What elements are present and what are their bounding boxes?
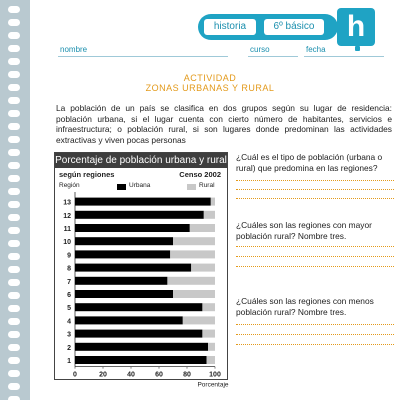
grade-label: 6º básico xyxy=(264,19,324,35)
course-line[interactable] xyxy=(248,56,298,57)
answer-line[interactable] xyxy=(236,246,394,247)
notebook-binding xyxy=(0,0,30,400)
bar-urbana-region-2 xyxy=(75,343,208,351)
binding-hole xyxy=(8,383,20,390)
x-tick-label: 80 xyxy=(183,371,191,379)
x-tick-label: 60 xyxy=(155,371,163,379)
binding-hole xyxy=(8,344,20,351)
y-tick-label: 4 xyxy=(67,318,71,326)
bar-urbana-region-4 xyxy=(75,316,183,324)
bar-rural-region-13 xyxy=(211,198,215,206)
binding-hole xyxy=(8,58,20,65)
chart-title: Porcentaje de población urbana y rural xyxy=(55,155,227,166)
binding-hole xyxy=(8,370,20,377)
legend-label-rural: Rural xyxy=(199,182,215,189)
logo-letter: h xyxy=(346,10,366,43)
y-tick-label: 7 xyxy=(67,278,71,286)
course-label: curso xyxy=(250,45,270,54)
legend-label-urbana: Urbana xyxy=(129,182,151,189)
binding-hole xyxy=(8,84,20,91)
binding-hole xyxy=(8,175,20,182)
bar-urbana-region-13 xyxy=(75,198,211,206)
answer-line[interactable] xyxy=(236,334,394,335)
binding-hole xyxy=(8,331,20,338)
binding-hole xyxy=(8,123,20,130)
intro-paragraph: La población de un país se clasifica en dos grupos según su lugar de residencia: población urbana, si el lugar cuenta con cierto número de habitantes, servicios e infraestructura; o población rural, si son lugares donde predominan las actividades extractivas y viven pocas personas xyxy=(56,103,392,146)
y-tick-label: 3 xyxy=(67,331,71,339)
binding-hole xyxy=(8,240,20,247)
binding-hole xyxy=(8,292,20,299)
bar-urbana-region-6 xyxy=(75,290,173,298)
question-3: ¿Cuáles son las regiones con menos población rural? Nombre tres. xyxy=(236,296,374,317)
bar-rural-region-4 xyxy=(183,316,215,324)
y-tick-label: 13 xyxy=(63,199,71,207)
binding-hole xyxy=(8,32,20,39)
bar-rural-region-2 xyxy=(208,343,215,351)
logo xyxy=(337,8,375,46)
binding-hole xyxy=(8,305,20,312)
chart-subtitle: según regiones xyxy=(59,170,115,179)
bar-urbana-region-10 xyxy=(75,237,173,245)
name-line[interactable] xyxy=(58,56,228,57)
bar-urbana-region-3 xyxy=(75,330,202,338)
bar-rural-region-12 xyxy=(204,211,215,219)
bar-urbana-region-7 xyxy=(75,277,167,285)
binding-hole xyxy=(8,136,20,143)
bar-rural-region-6 xyxy=(173,290,215,298)
y-tick-label: 6 xyxy=(67,292,71,299)
binding-hole xyxy=(8,357,20,364)
binding-hole xyxy=(8,318,20,325)
x-tick-label: 100 xyxy=(209,371,221,379)
y-tick-label: 9 xyxy=(67,252,71,260)
y-axis-label: Región xyxy=(59,182,80,189)
binding-hole xyxy=(8,214,20,221)
bar-rural-region-9 xyxy=(170,250,215,258)
chart-panel xyxy=(54,152,229,389)
x-tick-label: 0 xyxy=(73,371,77,379)
bar-urbana-region-9 xyxy=(75,250,170,258)
bar-chart xyxy=(55,153,229,389)
y-tick-label: 2 xyxy=(67,344,71,352)
binding-hole xyxy=(8,266,20,273)
bar-urbana-region-8 xyxy=(75,264,191,272)
bar-rural-region-10 xyxy=(173,237,215,245)
binding-hole xyxy=(8,97,20,104)
answer-line[interactable] xyxy=(236,344,394,345)
name-label: nombre xyxy=(60,45,88,54)
binding-hole xyxy=(8,279,20,286)
answer-line[interactable] xyxy=(236,266,394,267)
binding-hole xyxy=(8,227,20,234)
y-tick-label: 5 xyxy=(67,305,71,313)
subject-label: historia xyxy=(204,19,256,35)
binding-hole xyxy=(8,162,20,169)
answer-line[interactable] xyxy=(236,256,394,257)
bar-urbana-region-12 xyxy=(75,211,204,219)
answer-line[interactable] xyxy=(236,180,394,181)
question-1: ¿Cuál es el tipo de población (urbana o rural) que predomina en las regiones? xyxy=(236,152,383,173)
activity-label: ACTIVIDAD xyxy=(183,73,237,83)
binding-hole xyxy=(8,6,20,13)
bar-rural-region-7 xyxy=(167,277,215,285)
bar-rural-region-3 xyxy=(202,330,215,338)
bar-rural-region-11 xyxy=(190,224,215,232)
bar-rural-region-1 xyxy=(207,356,215,364)
bar-urbana-region-5 xyxy=(75,303,202,311)
answer-line[interactable] xyxy=(236,189,394,190)
binding-hole xyxy=(8,110,20,117)
chart-source-note: Censo 2002 xyxy=(179,170,221,179)
answer-line[interactable] xyxy=(236,198,394,199)
y-tick-label: 1 xyxy=(67,358,71,365)
y-tick-label: 10 xyxy=(63,239,71,247)
question-2: ¿Cuáles son las regiones con mayor población rural? Nombre tres. xyxy=(236,220,372,241)
date-label: fecha xyxy=(306,45,326,54)
y-tick-label: 11 xyxy=(63,226,71,233)
date-line[interactable] xyxy=(304,56,384,57)
binding-hole xyxy=(8,149,20,156)
binding-hole xyxy=(8,45,20,52)
binding-hole xyxy=(8,201,20,208)
binding-hole xyxy=(8,188,20,195)
logo-dot xyxy=(355,46,360,51)
binding-hole xyxy=(8,19,20,26)
y-tick-label: 12 xyxy=(63,212,71,220)
binding-hole xyxy=(8,253,20,260)
x-tick-label: 40 xyxy=(127,371,135,379)
y-tick-label: 8 xyxy=(67,265,71,273)
bar-rural-region-8 xyxy=(191,264,215,272)
bar-urbana-region-1 xyxy=(75,356,207,364)
x-tick-label: 20 xyxy=(99,371,107,379)
binding-hole xyxy=(8,396,20,403)
binding-hole xyxy=(8,71,20,78)
x-axis-label: Porcentaje xyxy=(197,381,229,389)
bar-urbana-region-11 xyxy=(75,224,190,232)
activity-title: ZONAS URBANAS Y RURAL xyxy=(145,83,275,93)
bar-rural-region-5 xyxy=(202,303,215,311)
answer-line[interactable] xyxy=(236,324,394,325)
